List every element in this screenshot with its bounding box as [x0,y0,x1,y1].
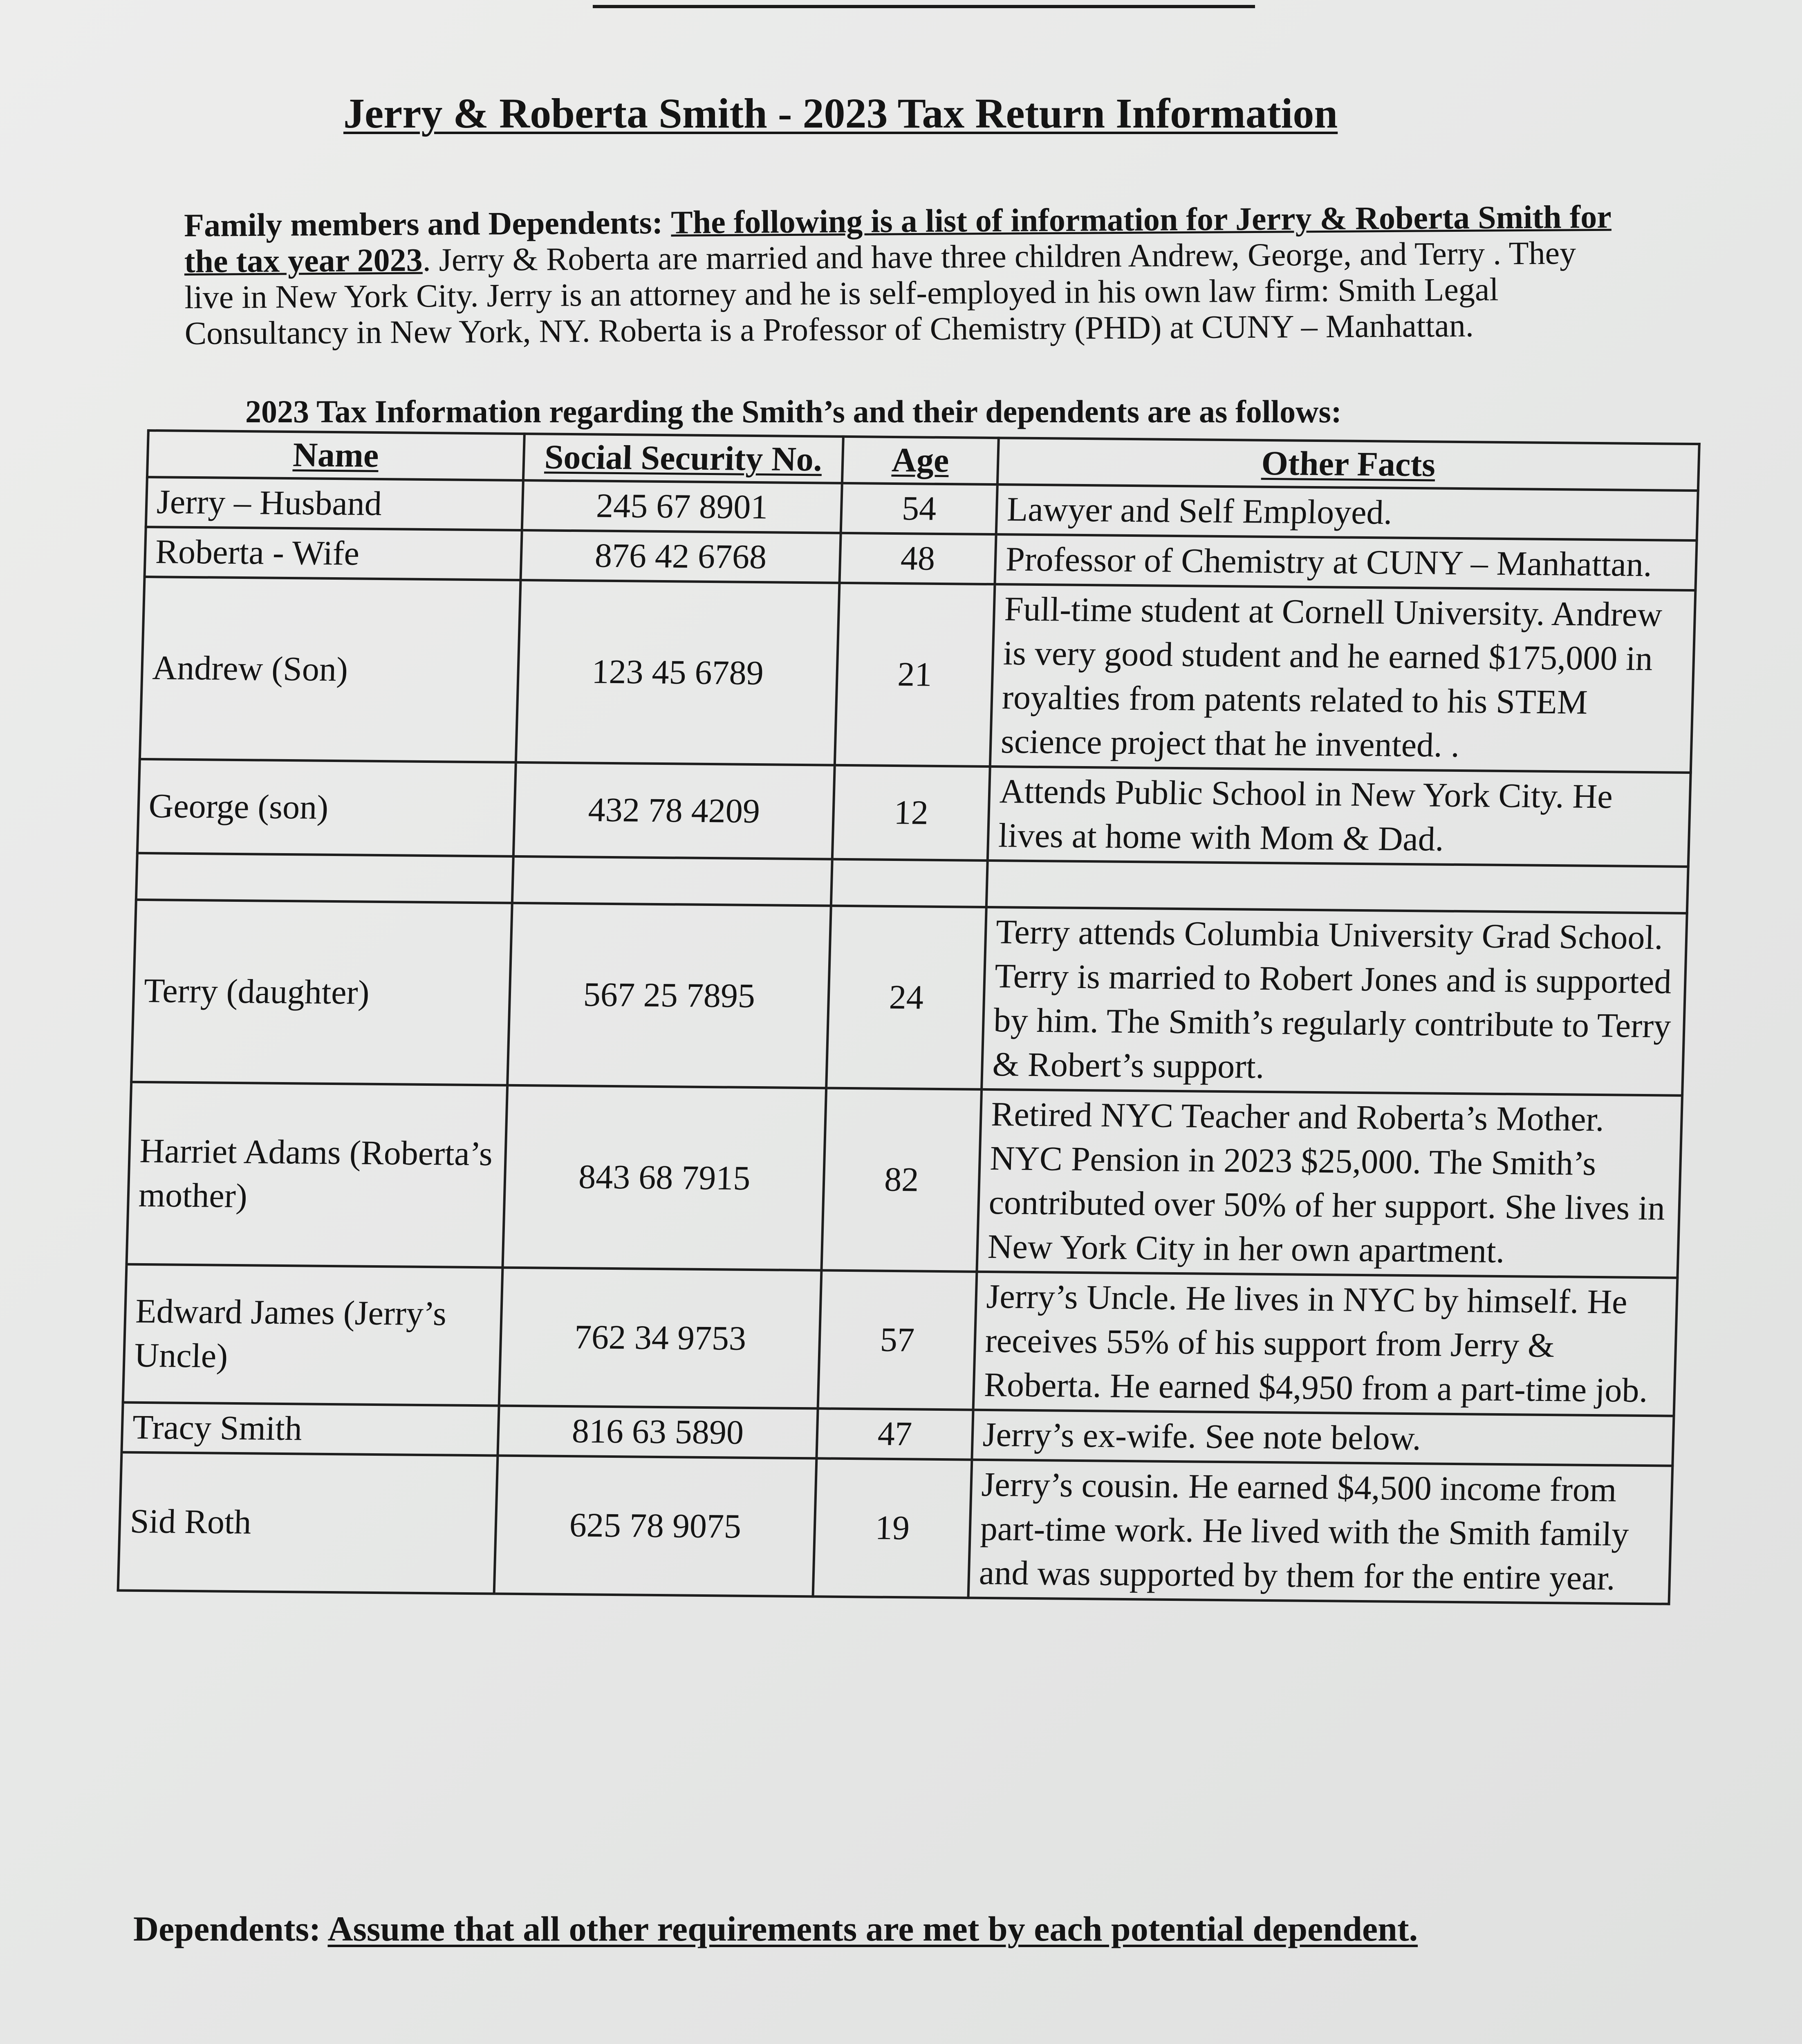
row-name: Roberta - Wife [145,527,522,580]
empty-cell [986,861,1688,913]
row-ssn: 245 67 8901 [522,480,842,533]
row-ssn: 432 78 4209 [513,762,835,859]
row-age: 57 [818,1270,977,1410]
table-heading: 2023 Tax Information regarding the Smith’s and their dependents are as follows: [245,394,1342,429]
row-ssn: 843 68 7915 [502,1085,826,1271]
row-name: Terry (daughter) [131,900,512,1085]
table-row [137,759,1691,867]
header-name: Name [147,430,524,480]
row-facts: Professor of Chemistry at CUNY – Manhattan. [995,534,1697,590]
row-ssn: 816 63 5890 [498,1406,818,1459]
row-facts: Jerry’s cousin. He earned $4,500 income from part-time work. He lived with the Smith family and was supported by them for the entire year. [968,1460,1673,1604]
row-facts: Attends Public School in New York City. He lives at home with Mom & Dad. [988,766,1691,867]
document-title: Jerry & Roberta Smith - 2023 Tax Return Information [343,90,1338,137]
row-age: 24 [826,906,986,1089]
row-name: Andrew (Son) [140,577,521,762]
row-facts: Full-time student at Cornell University. Andrew is very good student and he earned $175,000 in royalties from patents related to his STEM science project that he invented. . [990,584,1696,773]
header-age: Age [842,437,999,484]
row-ssn: 123 45 6789 [516,580,840,765]
intro-rest: . Jerry & Roberta are married and have three children Andrew, George, and Terry . They live in New York City. Jerry is an attorney and he is self-employed in his own law firm: Smith Legal Consultancy in New York, NY. Roberta is a Professor of Chemistry (PHD) at CUNY – Manhattan. [184,235,1576,352]
empty-cell [831,859,988,907]
empty-cell [512,856,832,906]
cropped-header-line [593,0,1255,8]
row-age: 82 [821,1088,982,1272]
row-name: Tracy Smith [121,1403,499,1456]
row-age: 47 [816,1408,973,1459]
row-name: Edward James (Jerry’s Uncle) [123,1264,503,1406]
row-name: Sid Roth [118,1452,498,1594]
table-row [118,1452,1673,1604]
dependents-note-underlined: Assume that all other requirements are met by each potential dependent. [327,1909,1418,1948]
row-facts: Jerry’s Uncle. He lives in NYC by himself. He receives 55% of his support from Jerry & Roberta. He earned $4,950 from a part-time job. [973,1272,1678,1416]
empty-cell [136,853,513,903]
row-name: George (son) [137,759,516,856]
row-facts: Lawyer and Self Employed. [996,484,1698,540]
row-ssn: 762 34 9753 [499,1268,822,1409]
intro-paragraph [184,199,1624,351]
row-age: 54 [841,483,997,534]
intro-underlined: The following is a list of information for Jerry & Roberta Smith for the tax year 2023 [184,199,1612,280]
table-row [127,1082,1683,1278]
row-facts: Terry attends Columbia University Grad School. Terry is married to Robert Jones and is supported by him. The Smith’s regularly contribute to Terry & Robert’s support. [982,907,1687,1096]
header-other-facts: Other Facts [997,438,1699,491]
row-name: Jerry – Husband [146,477,523,530]
row-name: Harriet Adams (Roberta’s mother) [127,1082,508,1268]
row-age: 19 [813,1458,972,1598]
table-row [140,577,1696,773]
intro-lead: Family members and Dependents: [184,204,663,244]
dependents-note-lead: Dependents: [133,1909,321,1948]
row-facts: Retired NYC Teacher and Roberta’s Mother. NYC Pension in 2023 $25,000. The Smith’s contributed over 50% of her support. She lives in New York City in her own apartment. [977,1089,1682,1278]
row-ssn: 567 25 7895 [507,903,831,1088]
table-row [131,900,1687,1096]
row-ssn: 876 42 6768 [521,530,841,583]
table-row [123,1264,1678,1416]
row-facts: Jerry’s ex-wife. See note below. [972,1410,1674,1466]
dependents-note [133,1908,1418,1949]
row-age: 12 [832,765,990,861]
row-age: 21 [835,583,995,766]
dependents-table [117,429,1701,1605]
row-age: 48 [839,533,996,584]
row-ssn: 625 78 9075 [494,1456,817,1597]
header-ssn: Social Security No. [523,434,843,483]
